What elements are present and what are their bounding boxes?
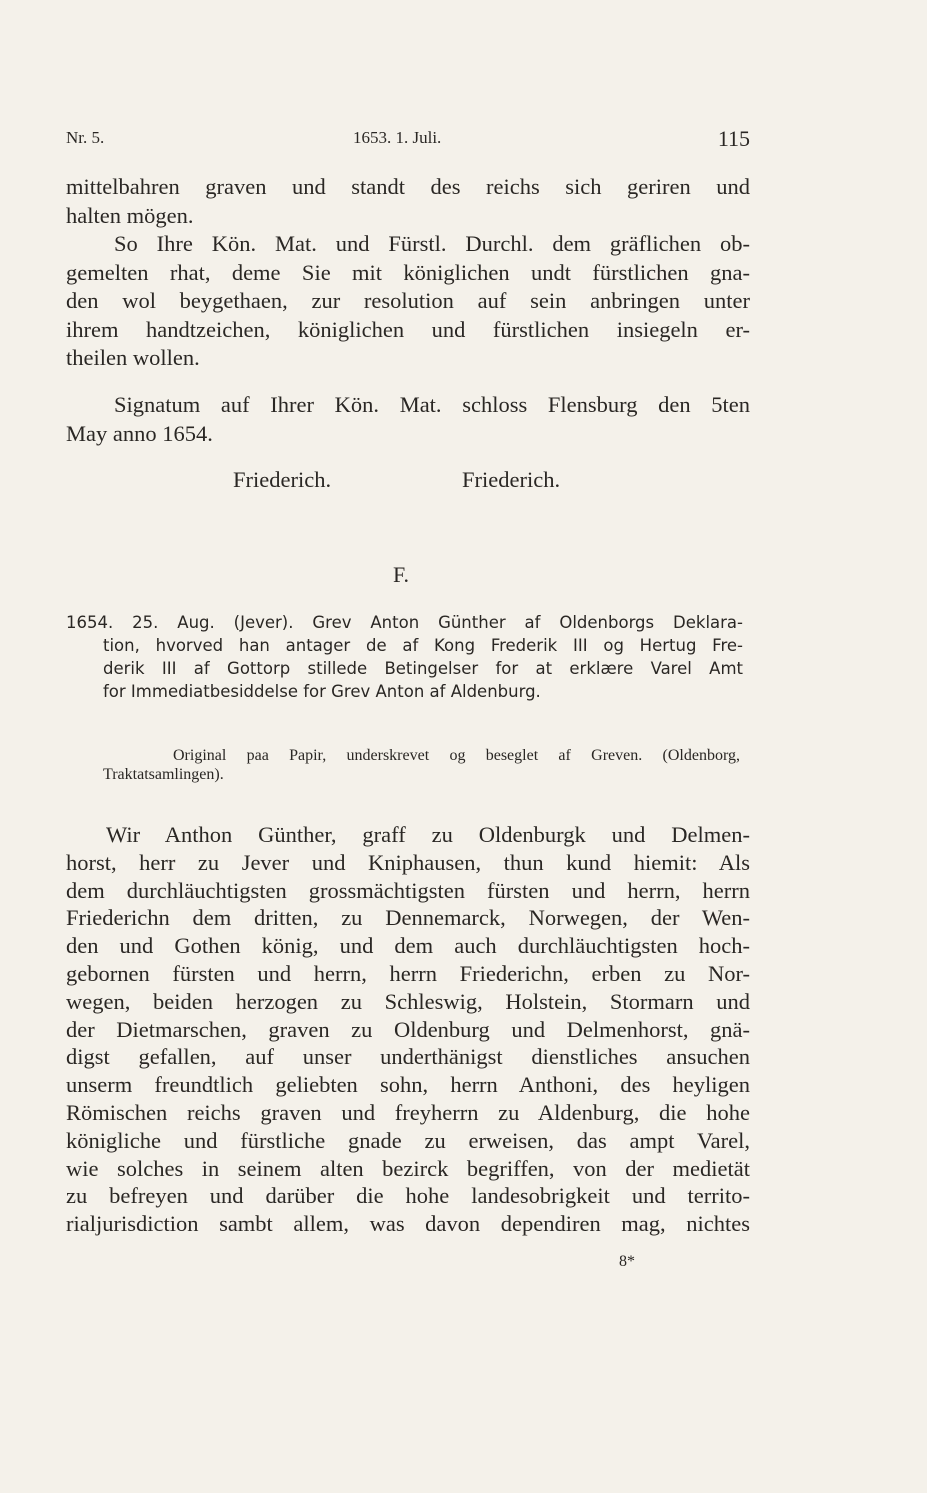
text-line: Wir Anthon Günther, graff zu Oldenburgk und Delmen- [106, 822, 750, 847]
summary-line: for Immediatbesiddelse for Grev Anton af Aldenburg. [103, 682, 541, 701]
text-line: rialjurisdiction sambt allem, was davon dependiren mag, nichtes [66, 1211, 750, 1237]
text-line: Friederichn dem dritten, zu Dennemarck, Norwegen, der Wen- [66, 905, 750, 931]
text-line: theilen wollen. [66, 345, 200, 370]
text-line: königliche und fürstliche gnade zu erweisen, das ampt Varel, [66, 1127, 750, 1153]
text-line: wegen, beiden herzogen zu Schleswig, Holstein, Stormarn und [66, 988, 750, 1014]
running-header [66, 128, 750, 156]
text-line: unserm freundtlich geliebten sohn, herrn Anthoni, des heyligen [66, 1072, 750, 1098]
summary-line: 1654. 25. Aug. (Jever). Grev Anton Günther af Oldenborgs Deklara- [66, 613, 743, 632]
text-line: May anno 1654. [66, 420, 213, 446]
document-number: Nr. 5. [66, 128, 105, 147]
text-line: gebornen fürsten und herrn, herrn Friederichn, erben zu Nor- [66, 960, 750, 986]
text-line: zu befreyen und darüber die hohe landesobrigkeit und territo- [66, 1183, 750, 1209]
text-line: Signatum auf Ihrer Kön. Mat. schloss Flensburg den 5ten [114, 392, 750, 417]
signature-1: Friederich. [233, 467, 332, 492]
text-line: horst, herr zu Jever und Kniphausen, thun kund hiemit: Als [66, 849, 750, 875]
source-note [103, 746, 740, 784]
paragraph-signatum [66, 391, 750, 448]
text-line: wie solches in seinem alten bezirck begriffen, von der medietät [66, 1155, 750, 1181]
text-line: den wol beygethaen, zur resolution auf sein anbringen unter [66, 288, 750, 313]
text-line: den und Gothen könig, und dem auch durchläuchtigsten hoch- [66, 933, 750, 959]
text-line: halten mögen. [66, 202, 194, 228]
summary-line: derik III af Gottorp stillede Betingelser for at erklære Varel Amt [103, 659, 743, 678]
sheet-signature-mark: 8* [619, 1253, 635, 1270]
text-line: gemelten rhat, deme Sie mit königlichen undt fürstlichen gna- [66, 259, 750, 285]
page-number: 115 [717, 126, 750, 151]
source-line: Original paa Papir, underskrevet og beseglet af Greven. (Oldenborg, [173, 747, 740, 764]
source-line: Traktatsamlingen). [103, 766, 224, 783]
main-text [66, 821, 750, 1238]
text-line: mittelbahren graven und standt des reichs sich geriren und [66, 174, 750, 199]
text-line: So Ihre Kön. Mat. und Fürstl. Durchl. dem gräflichen ob- [114, 231, 750, 256]
signature-2: Friederich. [462, 467, 561, 492]
text-line: dem durchläuchtigsten grossmächtigsten fürsten und herrn, herrn [66, 877, 750, 903]
text-line: ihrem handtzeichen, königlichen und fürstlichen insiegeln er- [66, 316, 750, 342]
text-line: Römischen reichs graven und freyherrn zu Aldenburg, die hohe [66, 1099, 750, 1125]
summary-line: tion, hvorved han antager de af Kong Frederik III og Hertug Fre- [103, 636, 743, 655]
section-heading: F. [393, 562, 409, 587]
text-line: der Dietmarschen, graven zu Oldenburg und Delmenhorst, gnä- [66, 1016, 750, 1042]
document-summary [66, 611, 743, 703]
paragraph-closing-text [66, 173, 750, 373]
text-line: digst gefallen, auf unser underthänigst dienstliches ansuchen [66, 1044, 750, 1070]
header-date: 1653. 1. Juli. [353, 128, 442, 147]
